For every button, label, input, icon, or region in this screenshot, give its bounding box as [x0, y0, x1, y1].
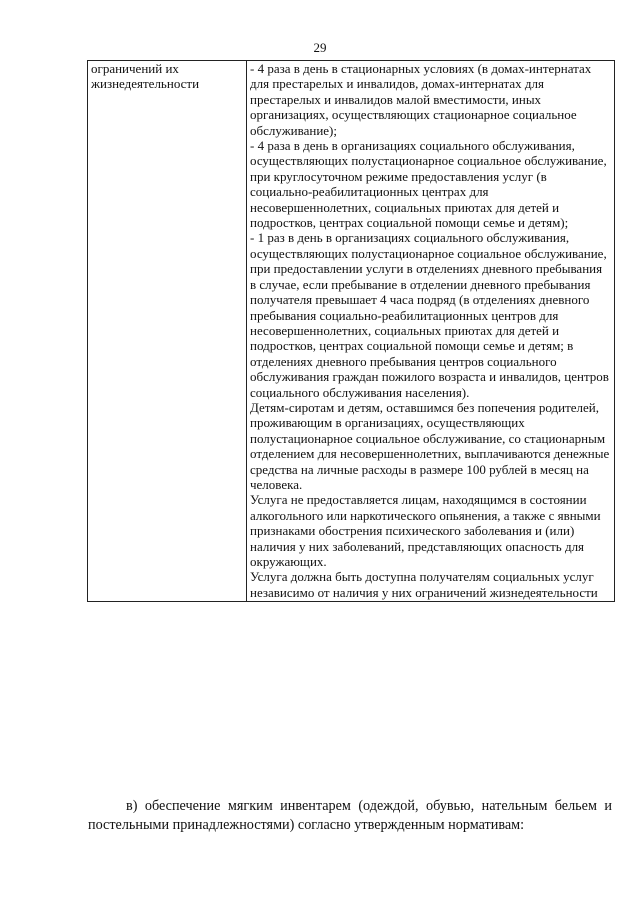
- page-number: 29: [313, 40, 327, 55]
- service-table: [87, 60, 615, 602]
- closing-paragraph: [88, 797, 612, 835]
- table-cell-right: [247, 61, 615, 602]
- table-cell-left: ограничений их жизнедеятельности: [88, 61, 247, 602]
- paragraph-restrictions: Услуга не предоставляется лицам, находящимся в состоянии алкогольного или наркотического опьянения, а также с явными признаками обострения психического заболевания и (или) наличия у них заболеваний, представляющих опасность для окружающих.: [250, 492, 601, 569]
- paragraph-accessibility: Услуга должна быть доступна получателям социальных услуг независимо от наличия у них ограничений жизнедеятельности: [250, 569, 598, 600]
- paragraph-orphans: Детям-сиротам и детям, оставшимся без попечения родителей, проживающим в организациях, осуществляющих полустационарное социальное обслуживание, со стационарным отделением для несовершеннолетних, выплачиваются денежные средства на личные расходы в размере 100 рублей в месяц на человека.: [250, 399, 610, 492]
- paragraph-day-stay: - 1 раз в день в организациях социального обслуживания, осуществляющих полустационарное социальное обслуживание, при предоставлении услуги в отделениях дневного пребывания в случае, если пребывание в отделении дневного пребывания получателя превышает 4 часа подряд (в отделениях дневного пребывания социально-реабилитационных центров для несовершеннолетних, социальных приютах для детей и подростков, центрах социальной помощи семье и детям; в отделениях дневного пребывания центров социального обслуживания граждан пожилого возраста и инвалидов, центров социального обслуживания населения).: [250, 230, 609, 400]
- table-row: [88, 61, 615, 602]
- closing-paragraph-text: в) обеспечение мягким инвентарем (одеждой, обувью, нательным бельем и постельными принадлежностями) согласно утвержденным нормативам:: [88, 798, 612, 833]
- paragraph-stationary: - 4 раза в день в стационарных условиях (в домах-интернатах для престарелых и инвалидов, домах-интернатах для престарелых и инвалидов малой вместимости, иных организациях, осуществляющих стационарное социальное обслуживание);: [250, 61, 592, 138]
- paragraph-round-the-clock: - 4 раза в день в организациях социального обслуживания, осуществляющих полустационарное социальное обслуживание, при круглосуточном режиме предоставления услуг (в социально-реабилитационных центрах для несовершеннолетних, социальных приютах для детей и подростков, центрах социальной помощи семье и детям);: [250, 138, 607, 231]
